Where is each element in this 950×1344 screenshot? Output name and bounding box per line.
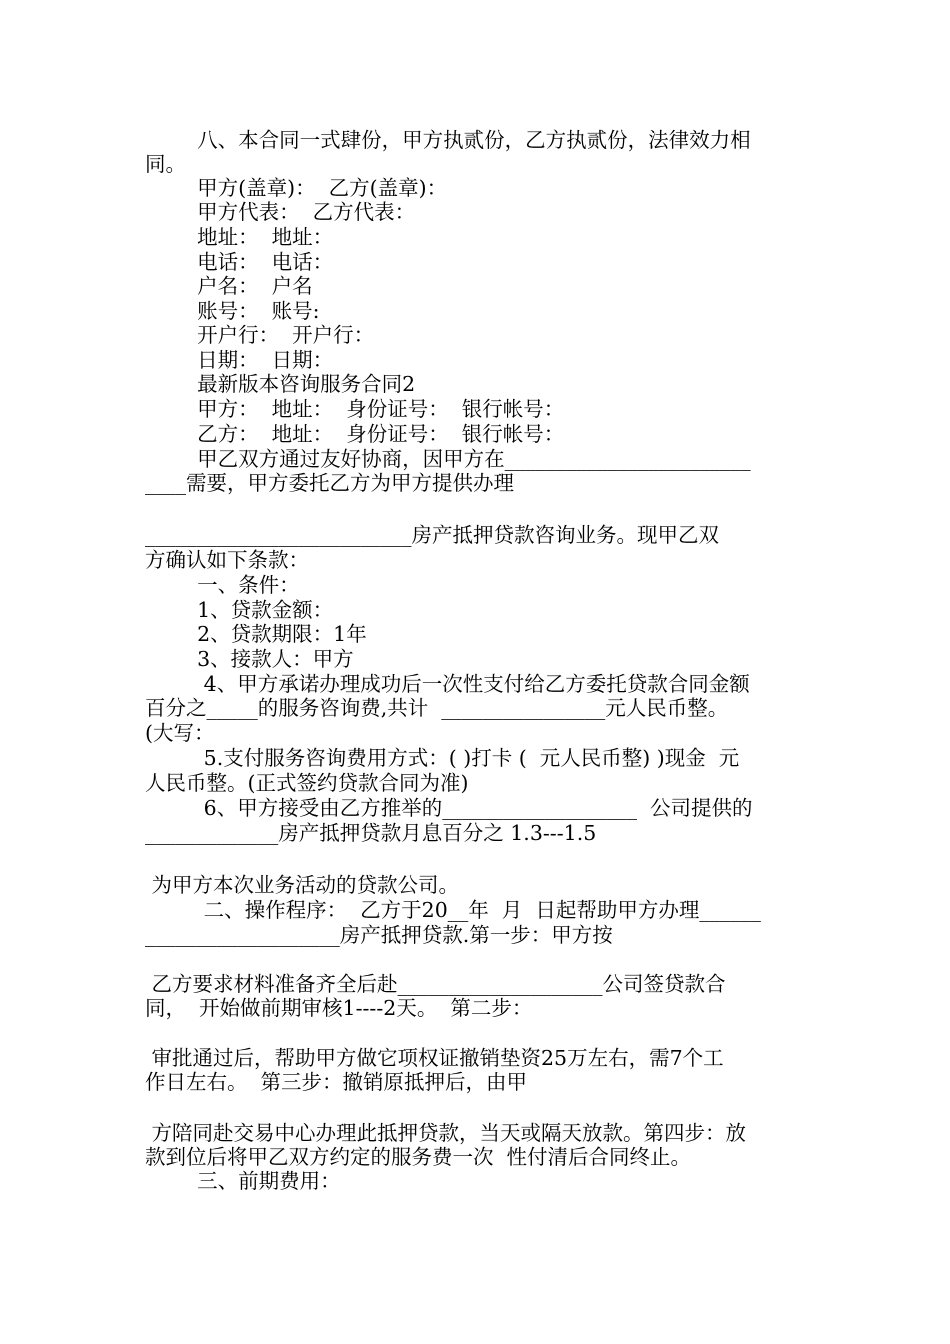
text-line: 甲方(盖章)： 乙方(盖章)： bbox=[145, 176, 448, 200]
text-line: 4、甲方承诺办理成功后一次性支付给乙方委托贷款合同金额 bbox=[145, 672, 750, 696]
text-line: 方确认如下条款： bbox=[145, 548, 309, 572]
text-line: 日期： 日期： bbox=[145, 348, 334, 372]
text-line: 乙方要求材料准备齐全后赴____________________公司签贷款合 bbox=[145, 972, 726, 996]
text-line: 百分之_____的服务咨询费,共计 ________________元人民币整。 bbox=[145, 696, 729, 720]
text-line: 三、前期费用： bbox=[145, 1169, 341, 1193]
text-line: (大写： bbox=[145, 721, 215, 745]
text-line: 八、本合同一式肆份，甲方执贰份，乙方执贰份，法律效力相 bbox=[145, 128, 751, 152]
text-line: 最新版本咨询服务合同2 bbox=[145, 372, 416, 396]
text-line: 甲方代表： 乙方代表： bbox=[145, 200, 416, 224]
text-line: 同。 bbox=[145, 152, 186, 176]
text-line: 审批通过后，帮助甲方做它项权证撤销垫资25万左右，需7个工 bbox=[145, 1046, 724, 1070]
text-line: 二、操作程序： 乙方于20__年 月 日起帮助甲方办理______ bbox=[145, 898, 761, 922]
text-line: 户名： 户名 bbox=[145, 274, 313, 298]
text-line: ____需要，甲方委托乙方为甲方提供办理 bbox=[145, 471, 514, 495]
text-line: 5.支付服务咨询费用方式：( )打卡 ( 元人民币整) )现金 元 bbox=[145, 746, 740, 770]
text-line: 甲方： 地址： 身份证号： 银行帐号： bbox=[145, 397, 565, 421]
text-line: __________________________房产抵押贷款咨询业务。现甲乙双 bbox=[145, 523, 719, 547]
text-line: 电话： 电话： bbox=[145, 250, 334, 274]
text-line: 甲乙双方通过友好协商，因甲方在________________________ bbox=[145, 447, 751, 471]
text-line: 乙方： 地址： 身份证号： 银行帐号： bbox=[145, 422, 565, 446]
text-line: _____________房产抵押贷款月息百分之 1.3---1.5 bbox=[145, 821, 597, 845]
text-line: 3、接款人：甲方 bbox=[145, 647, 354, 671]
text-line: ___________________房产抵押贷款.第一步：甲方按 bbox=[145, 923, 613, 947]
text-line: 开户行： 开户行： bbox=[145, 323, 375, 347]
text-line: 人民币整。(正式签约贷款合同为准) bbox=[145, 771, 469, 795]
text-line: 作日左右。 第三步：撤销原抵押后，由甲 bbox=[145, 1070, 528, 1094]
text-line: 账号： 账号: bbox=[145, 299, 320, 323]
text-line: 1、贷款金额： bbox=[145, 598, 334, 622]
text-line: 同， 开始做前期审核1----2天。 第二步： bbox=[145, 996, 533, 1020]
text-line: 为甲方本次业务活动的贷款公司。 bbox=[145, 873, 460, 897]
text-line: 地址： 地址： bbox=[145, 225, 334, 249]
text-line: 款到位后将甲乙双方约定的服务费一次 性付清后合同终止。 bbox=[145, 1145, 692, 1169]
text-line: 方陪同赴交易中心办理此抵押贷款，当天或隔天放款。第四步：放 bbox=[145, 1121, 747, 1145]
text-line: 6、甲方接受由乙方推举的___________________ 公司提供的 bbox=[145, 796, 753, 820]
text-line: 一、条件： bbox=[145, 573, 300, 597]
text-line: 2、贷款期限：1年 bbox=[145, 622, 367, 646]
